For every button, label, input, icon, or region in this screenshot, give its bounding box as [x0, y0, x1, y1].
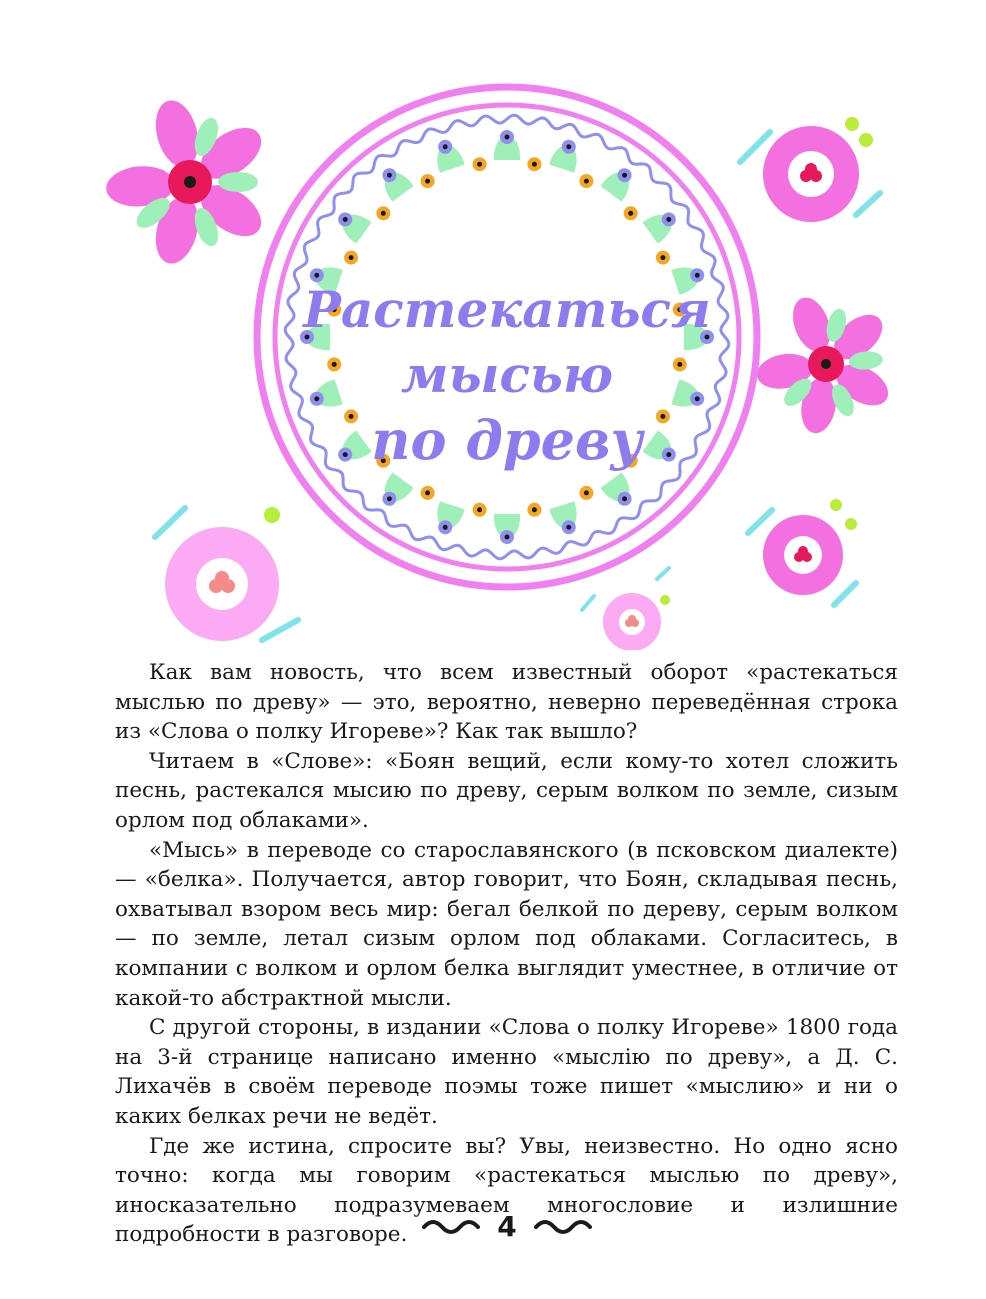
dot-core	[584, 179, 589, 184]
page-number: 4	[497, 1210, 517, 1243]
dot-core	[349, 414, 354, 419]
flower-right-decoration	[754, 292, 895, 435]
dot-core	[425, 490, 430, 495]
dot-core	[425, 179, 430, 184]
dot-core	[628, 211, 633, 216]
dot-core	[381, 211, 386, 216]
dot-core	[332, 362, 337, 367]
wave-right-ornament	[536, 1222, 590, 1232]
paragraph-5: Где же истина, спросите вы? Увы, неизвестно. Но одно ясно точно: когда мы говорим «растекаться мыслью по древу», иносказательно подразумеваем многословие и излишние подробности в разговоре.	[115, 1133, 898, 1248]
dot-core	[677, 362, 682, 367]
paragraph-3: «Мысь» в переводе со старославянского (в псковском диалекте) — «белка». Получается, автор говорит, что Боян, складывая песнь, охватывал взором весь мир: бегал белкой по дереву, серым волком — по земле, летал сизым орлом под облаками. Согласитесь, в компании с волком и орлом белка выглядит уместнее, в отличие от какой-то абстрактной мысли.	[115, 837, 898, 1011]
page-footer	[0, 1205, 986, 1249]
dot-core	[584, 490, 589, 495]
dot-core	[660, 414, 665, 419]
disc-top-right-decoration	[740, 117, 880, 222]
flower-top-left-decoration	[105, 96, 271, 269]
title-line-3: по древу	[371, 408, 643, 472]
dot-core	[532, 507, 537, 512]
paragraph-4: С другой стороны, в издании «Слова о полку Игореве» 1800 года на 3-й странице написано именно «мыслію по древу», а Д. С. Лихачёв в своём переводе поэмы тоже пишет «мыслию» и ни о каких белках речи не ведёт.	[115, 1015, 898, 1129]
paragraph-2: Читаем в «Слове»: «Боян вещий, если кому-то хотел сложить песнь, растекался мысию по древу, серым волком по земле, сизым орлом под облаками».	[115, 748, 898, 833]
dot-core	[477, 507, 482, 512]
wave-left-ornament	[424, 1222, 478, 1232]
article-body	[115, 658, 898, 1250]
title-line-1: Растекаться	[303, 280, 711, 339]
paragraph-1: Как вам новость, что всем известный оборот «растекаться мыслью по древу» — это, вероятно, неверно переведённая строка из «Слова о полку Игореве»? Как так вышло?	[115, 660, 898, 745]
title-line-2: мысью	[401, 345, 613, 404]
disc-small-bottom-decoration	[582, 568, 670, 650]
dot-core	[660, 255, 665, 260]
dot-core	[349, 255, 354, 260]
dot-core	[532, 162, 537, 167]
disc-bottom-right-decoration	[748, 499, 857, 605]
disc-bottom-left-decoration	[155, 507, 298, 641]
dot-core	[477, 162, 482, 167]
